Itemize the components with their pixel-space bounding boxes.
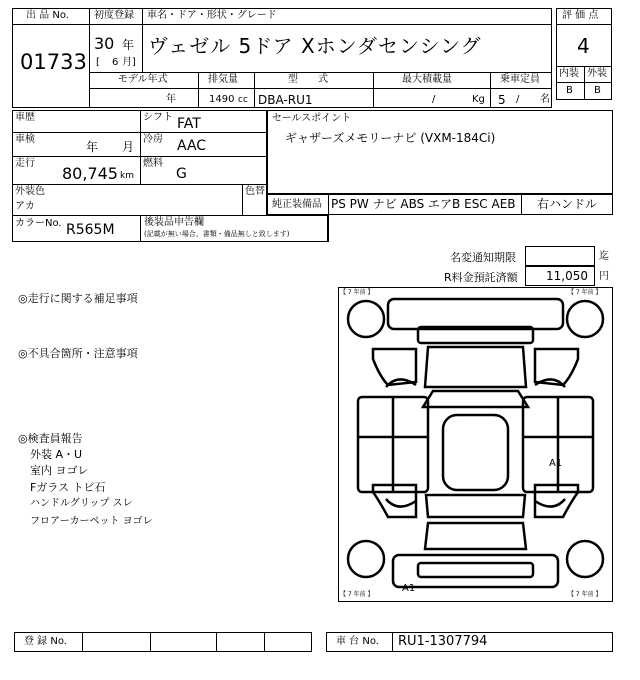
- mileage-label: 走行: [15, 158, 35, 169]
- lot-no-label: 出 品 No.: [26, 10, 69, 21]
- inspection-label: 車検: [15, 134, 35, 145]
- car-name-label: 車名・ドア・形状・グレード: [147, 10, 277, 21]
- damage-mark-side: A1: [549, 458, 563, 469]
- first-reg-year-unit: 年: [122, 38, 135, 52]
- recycle-value: 11,050: [546, 269, 588, 283]
- mileage-value: 80,745: [62, 164, 118, 183]
- exterior-grade: B: [594, 85, 601, 96]
- first-reg-month: 6: [112, 57, 119, 68]
- fuel-value: G: [176, 166, 187, 182]
- reg-no-label: 登 録 No.: [24, 636, 67, 647]
- color-no: R565M: [66, 222, 115, 238]
- inspection-year-unit: 年: [86, 140, 99, 154]
- sales-label: セールスポイント: [272, 113, 352, 124]
- model-year-unit: 年: [166, 94, 176, 105]
- inspector-item: フロアーカーペット ヨゴレ: [30, 516, 153, 527]
- displacement-label: 排気量: [208, 74, 238, 85]
- first-reg-year: 30: [94, 34, 115, 53]
- corner-label-tr: 【 7 年前 】: [568, 289, 602, 296]
- history-label: 車歴: [15, 112, 35, 123]
- max-load-unit: Kg: [472, 94, 485, 105]
- score-label: 評 価 点: [562, 10, 599, 21]
- first-reg-month-open: [: [96, 57, 100, 68]
- genuine-label: 純正装備品: [272, 199, 322, 210]
- type: DBA-RU1: [258, 93, 313, 107]
- first-reg-label: 初度登録: [94, 10, 134, 21]
- sales-text: ギャザーズメモリーナビ (VXM-184Ci): [285, 131, 496, 145]
- corner-label-bl: 【 7 年前 】: [340, 591, 374, 598]
- recycle-label: R料金預託済額: [444, 271, 518, 284]
- shift-value: FAT: [177, 116, 201, 132]
- color-value: アカ: [15, 201, 35, 212]
- first-reg-month-unit: 月]: [122, 57, 136, 68]
- genuine-items: PS PW ナビ ABS エアB ESC AEB: [331, 197, 516, 211]
- type-label: 型 式: [288, 74, 328, 85]
- chassis-no-label: 車 台 No.: [336, 636, 379, 647]
- score: 4: [577, 34, 590, 58]
- damage-mark-rear: A1: [402, 583, 416, 594]
- aftermarket-label: 後装品申告欄: [144, 217, 204, 228]
- color-no-label: カラーNo.: [15, 218, 62, 229]
- displacement: 1490: [209, 94, 235, 105]
- repaint-label: 色替: [245, 186, 265, 197]
- inspector-item: Fガラス トビ石: [30, 481, 106, 494]
- aftermarket-note: (記載が無い場合、書類・備品無しと致します): [144, 230, 290, 238]
- inspector-item: ハンドルグリップ スレ: [30, 498, 133, 509]
- lot-no: 01733: [20, 50, 87, 74]
- name-change-label: 名変通知期限: [450, 251, 516, 264]
- max-load-label: 最大積載量: [402, 74, 452, 85]
- color-label: 外装色: [15, 186, 45, 197]
- inspection-month-unit: 月: [122, 140, 135, 154]
- car-name: ヴェゼル 5ドア Xホンダセンシング: [148, 34, 482, 58]
- chassis-no: RU1-1307794: [398, 634, 488, 649]
- model-year-label: モデル年式: [118, 74, 168, 85]
- handle-side: 右ハンドル: [537, 197, 598, 211]
- exterior-label: 外装: [587, 68, 607, 79]
- recycle-unit: 円: [599, 271, 609, 282]
- capacity-label: 乗車定員: [500, 74, 540, 85]
- max-load-sep: /: [432, 94, 436, 105]
- shift-label: シフト: [143, 112, 173, 123]
- interior-label: 内装: [559, 68, 579, 79]
- corner-label-tl: 【 7 年前 】: [340, 289, 374, 296]
- ac-value: AAC: [177, 138, 207, 154]
- inspector-item: 外装 A・U: [30, 448, 83, 461]
- name-change-unit: 迄: [599, 251, 609, 262]
- fuel-label: 燃料: [143, 158, 163, 169]
- mileage-unit: km: [120, 171, 134, 181]
- inspector-item: 室内 ヨゴレ: [30, 464, 89, 477]
- defects-label: ◎不具合箇所・注意事項: [18, 347, 138, 360]
- capacity-unit: 名: [540, 94, 550, 105]
- inspector-label: ◎検査員報告: [18, 432, 83, 445]
- car-outline: [338, 287, 613, 602]
- capacity-sep: /: [516, 94, 520, 105]
- name-change-field: [525, 246, 595, 266]
- displacement-unit: cc: [238, 95, 248, 105]
- interior-grade: B: [566, 85, 573, 96]
- capacity: 5: [498, 93, 506, 107]
- corner-label-br: 【 7 年前 】: [568, 591, 602, 598]
- driving-notes-label: ◎走行に関する補足事項: [18, 292, 138, 305]
- ac-label: 冷房: [143, 134, 163, 145]
